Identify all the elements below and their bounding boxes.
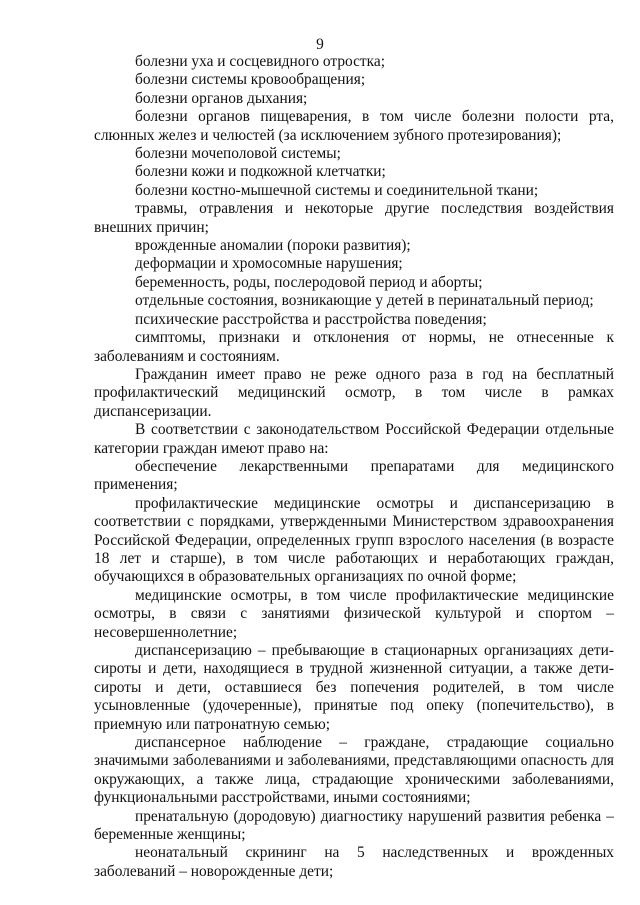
list-item-pregnancy: беременность, роды, послеродовой период и аборты; [135, 273, 483, 291]
list-item-skin-diseases: болезни кожи и подкожной клетчатки; [135, 163, 386, 181]
list-item-mental-disorders: психические расстройства и расстройства поведения; [135, 310, 487, 328]
list-item-medication-provision: обеспечение лекарственными препаратами для медицинского применения; [94, 457, 614, 494]
list-item-perinatal-conditions: отдельные состояния, возникающие у детей в перинатальный период; [135, 292, 594, 310]
list-item-injuries-poisoning: травмы, отравления и некоторые другие последствия воздействия внешних причин; [94, 200, 614, 236]
list-item-musculoskeletal-diseases: болезни костно-мышечной системы и соединительной ткани; [135, 181, 539, 199]
list-item-neonatal-screening: неонатальный скрининг на 5 наследственных и врожденных заболеваний – новорожденные дети; [94, 844, 614, 880]
list-item-ear-diseases: болезни уха и сосцевидного отростка; [135, 53, 386, 70]
list-item-congenital-anomalies: врожденные аномалии (пороки развития); [135, 237, 411, 255]
list-item-orphan-dispensarization: диспансеризацию – пребывающие в стационарных организациях дети-сироты и дети, находящиеся в трудной жизненной ситуации, а также дети-сироты и дети, оставшиеся без попечения родителей, в том числе усыновленные (удочеренные), принятые под опеку (попечительство), в приемную или патронатную семью; [94, 642, 614, 733]
paragraph-annual-checkup: Гражданин имеет право не реже одного раза в год на бесплатный профилактический медицинский осмотр, в том числе в рамках диспансеризации. [94, 365, 614, 420]
list-item-circulatory-diseases: болезни системы кровообращения; [135, 71, 366, 89]
list-item-digestive-diseases: болезни органов пищеварения, в том числе болезни полости рта, слюнных желез и челюстей (за исключением зубного протезирования); [94, 108, 614, 144]
list-item-chromosomal-disorders: деформации и хромосомные нарушения; [135, 255, 403, 273]
list-item-prenatal-diagnostics: пренатальную (дородовую) диагностику нарушений развития ребенка – беременные женщины; [94, 807, 614, 844]
list-item-genitourinary-diseases: болезни мочеполовой системы; [135, 145, 341, 163]
list-item-preventive-examinations: профилактические медицинские осмотры и диспансеризацию в соответствии с порядками, утвержденными Министерством здравоохранения Российской Федерации, определенных групп взрослого населения (в возрасте 18 лет и старше), в том числе работающих и неработающих граждан, обучающихся в образовательных организациях по очной форме; [94, 494, 614, 586]
document-body [94, 53, 614, 881]
list-item-symptoms: симптомы, признаки и отклонения от нормы, не отнесенные к заболеваниям и состояниям. [94, 329, 614, 365]
list-item-sports-medical-examinations: медицинские осмотры, в том числе профилактические медицинские осмотры, в связи с занятиями физической культурой и спортом – несовершеннолетние; [94, 586, 614, 641]
page-number: 9 [316, 36, 324, 53]
list-item-respiratory-diseases: болезни органов дыхания; [135, 89, 308, 107]
paragraph-citizen-categories: В соответствии с законодательством Российской Федерации отдельные категории граждан имеют право на: [94, 421, 614, 457]
list-item-dispensary-observation: диспансерное наблюдение – граждане, страдающие социально значимыми заболеваниями и заболеваниями, представляющими опасность для окружающих, а также лица, страдающие хроническими заболеваниями, функциональными расстройствами, иными состояниями; [94, 734, 614, 807]
